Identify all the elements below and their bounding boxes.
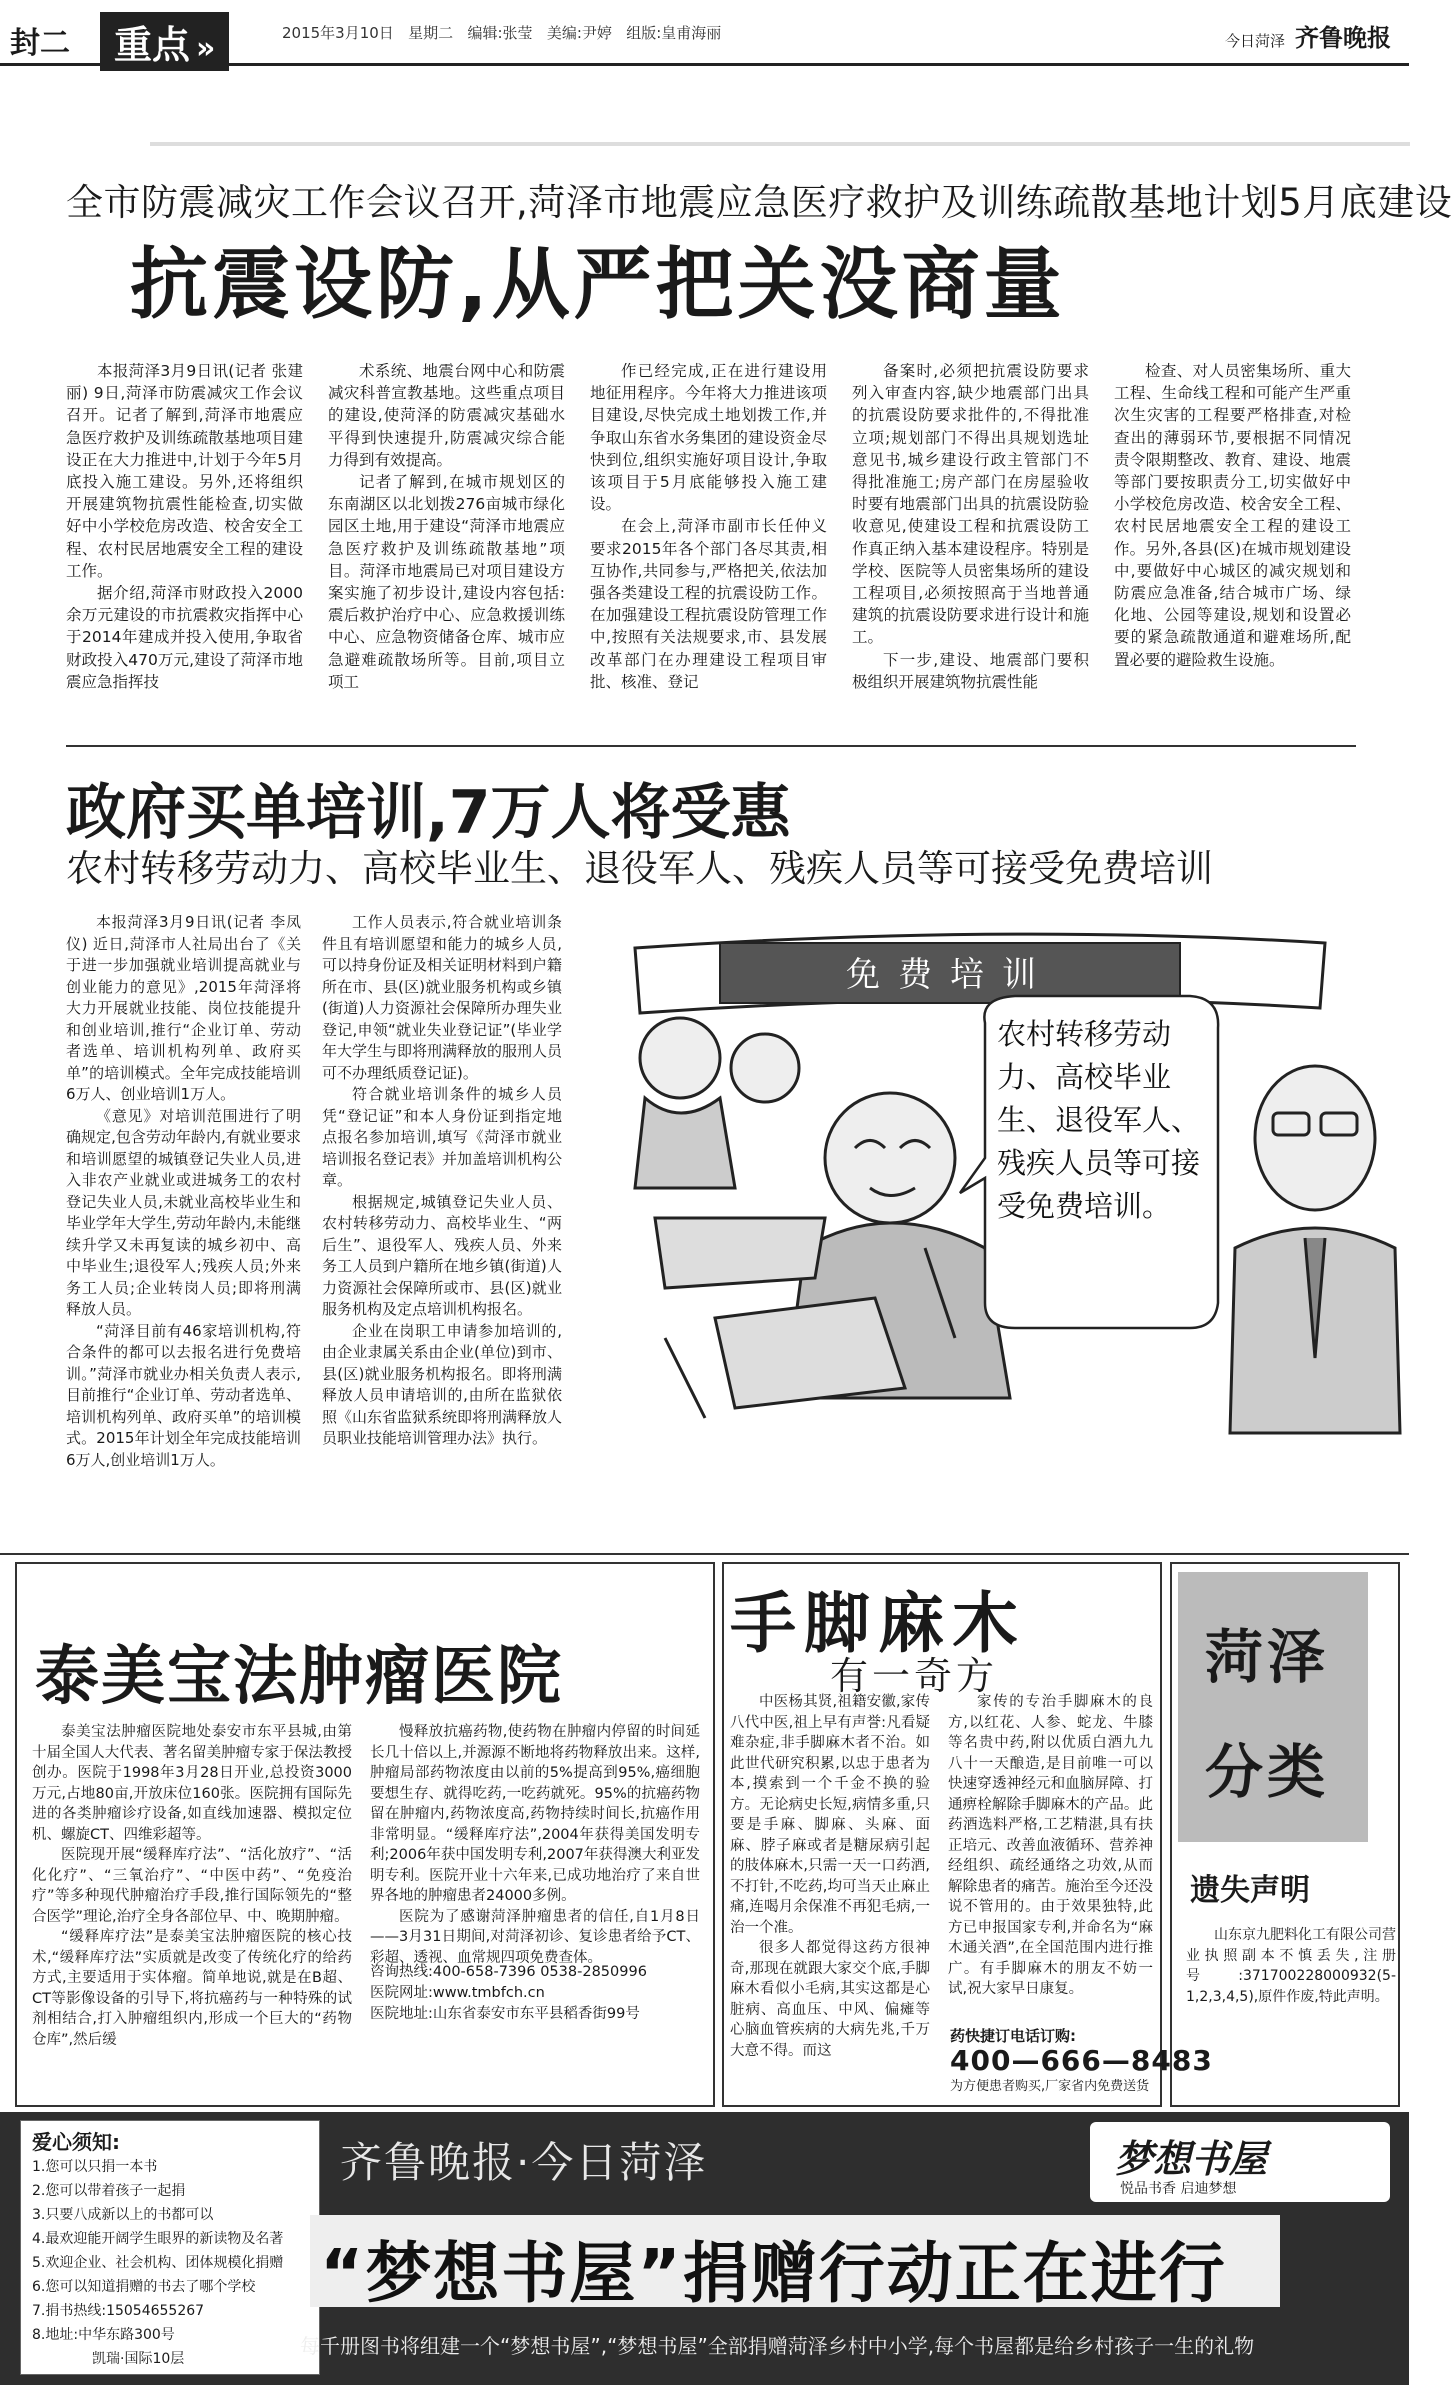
article2-col-1: 本报菏泽3月9日讯(记者 李凤仪) 近日,菏泽市人社局出台了《关于进一步加强就业培训提高就业与创业能力的意见》,2015年菏泽将大力开展就业技能、岗位技能提升和创业培训,推行“企业订单、劳动者选单、培训机构列单、政府买单”的培训模式。全年完成技能培训6万人、创业培训1万人。 《意见》对培训范围进行了明确规定,包含劳动年龄内,有就业要求和培训愿望的城镇登记失业人员,进入非农产业就业或进城务工的农村登记失业人员,未就业高校毕业生和毕业学年大学生,劳动年龄内,未能继续升学又未再复读的城乡初中、高中毕业生;退役军人;残疾人员;外来务工人员;企业转岗人员;即将刑满释放人员。 “菏泽目前有46家培训机构,符合条件的都可以去报名进行免费培训。”菏泽市就业办相关负责人表示,目前推行“企业订单、劳动者选单、培训机构列单、政府买单”的培训模式。2015年计划全年完成技能培训6万人,创业培训1万人。 [66,913,301,1469]
divider [0,1553,1409,1555]
hospital-address: 医院地址:山东省泰安市东平县稻香街99号 [370,2006,640,2022]
banner-line-3: 每千册图书将组建一个“梦想书屋”,“梦想书屋”全部捐赠菏泽乡村中小学,每个书屋都是给乡村孩子一生的礼物 [300,2334,1255,2358]
medicine-ad-col-2: 家传的专治手脚麻木的良方,以红花、人参、蛇龙、牛膝等名贵中药,附以优质白酒九九八十一天酿造,是目前唯一可以快速穿透神经元和血脑屏障、打通痹栓解除手脚麻木的产品。此药酒选料严格,工艺精湛,具有扶正培元、改善血液循环、营养神经组织、疏经通络之功效,从而解除患者的痛苦。施治至今还没说不管用的。由于效果独特,此方已申报国家专利,并命名为“麻木通关酒”,在全国范围内进行推广。有手脚麻木的朋友不妨一试,祝大家早日康复。 [948,1694,1153,1997]
section-label: 重点 [114,23,191,67]
classified-title-2: 分类 [1205,1738,1330,1806]
brand [1225,18,1391,53]
article1-col-3: 作已经完成,正在进行建设用地征用程序。今年将大力推进该项目建设,尽快完成土地划拨工作,并争取山东省水务集团的建设资金尽快到位,组织实施好项目设计,争取该项目于5月底能够投入施工建设。 在会上,菏泽市副市长任仲义要求2015年各个部门各尽其责,相互协作,共同参与,严格把关,依法加强各类建设工程的抗震设防工作。在加强建设工程抗震设防管理工作中,按照有关法规要求,市、县发展改革部门在办理建设工程项目审批、核准、登记 [590,362,827,691]
notice-item: 4.最欢迎能开阔学生眼界的新读物及名著 [32,2231,284,2247]
article1-title: 抗震设防,从严把关没商量 [130,240,1066,330]
lost-notice-text: 山东京九肥料化工有限公司营业执照副本不慎丢失,注册号:371700228000932(5-1,2,3,4,5),原件作废,特此声明。 [1186,1927,1396,2005]
article1-col-1: 本报菏泽3月9日讯(记者 张建丽) 9日,菏泽市防震减灾工作会议召开。记者了解到,菏泽市地震应急医疗救护及训练疏散基地项目建设正在大力推进中,计划于今年5月底投入施工建设。另外,还将组织开展建筑物抗震性能检查,切实做好中小学校危房改造、校舍安全工程、农村民居地震安全工程的建设工作。 据介绍,菏泽市财政投入2000余万元建设的市抗震救灾指挥中心于2014年建成并投入使用,争取省财政投入470万元,建设了菏泽市地震应急指挥技 [66,362,303,691]
speech-bubble [960,996,1218,1328]
hospital-contact [370,1962,647,2025]
date: 2015年3月10日 [282,24,394,42]
brand-logo: 齐鲁晚报 [1295,24,1391,52]
article1-subtitle: 全市防震减灾工作会议召开,菏泽市地震应急医疗救护及训练疏散基地计划5月底建设 [66,181,1452,224]
page-number: 封二 [10,26,70,61]
banner-line-2: “梦想书屋”捐赠行动正在进行 [320,2235,1227,2312]
medicine-ad-subtitle: 有一奇方 [830,1654,999,1698]
article1-col-5: 检查、对人员密集场所、重大工程、生命线工程和可能产生严重次生灾害的工程要严格排查,对检查出的薄弱环节,要根据不同情况责令限期整改、教育、建设、地震等部门要按职责分工,切实做好中小学校危房改造、校舍安全工程、农村民居地震安全工程的建设工作。另外,各县(区)在城市规划建设中,要做好中心城区的减灾规划和防震应急准备,结合城市广场、绿化地、公园等建设,规划和设置必要的紧急疏散通道和避难场所,配置必要的避险救生设施。 [1114,362,1351,669]
page-meta [282,22,721,43]
editor: 编辑:张莹 [467,24,533,42]
weekday: 星期二 [408,24,454,42]
medicine-ad-title: 手脚麻木 [730,1585,1026,1662]
lost-notice-heading: 遗失声明 [1190,1873,1310,1908]
notice-item: 3.只要八成新以上的书都可以 [32,2207,214,2223]
banner-text: 免费培训 [846,955,1054,995]
article1-col-2: 术系统、地震台网中心和防震减灾科普宣教基地。这些重点项目的建设,使菏泽的防震减灾基础水平得到快速提升,防震减灾综合能力得到有效提高。 记者了解到,在城市规划区的东南湖区以北划拨276亩城市绿化园区土地,用于建设“菏泽市地震应急医疗救护及训练疏散基地”项目。菏泽市地震局已对项目建设方案实施了初步设计,建设内容包括:震后救护治疗中心、应急救援训练中心、应急物资储备仓库、城市应急避难疏散场所等。目前,项目立项工 [328,362,565,691]
official-figure [1230,1066,1400,1433]
logo-text: 梦想书屋 [1115,2137,1268,2181]
article2-col-2: 工作人员表示,符合就业培训条件且有培训愿望和能力的城乡人员,可以持身份证及相关证明材料到户籍所在市、县(区)就业服务机构或乡镇(街道)人力资源社会保障所办理失业登记,申领“就业失业登记证”(毕业学年大学生与即将刑满释放的服刑人员可不办理纸质登记证)。 符合就业培训条件的城乡人员凭“登记证”和本人身份证到指定地点报名参加培训,填写《菏泽市就业培训报名登记表》并加盖培训机构公章。 根据规定,城镇登记失业人员、农村转移劳动力、高校毕业生、“两后生”、退役军人、残疾人员、外来务工人员到户籍所在地乡镇(街道)人力资源社会保障所或市、县(区)就业服务机构及定点培训机构报名。 企业在岗职工申请参加培训的,由企业隶属关系由企业(单位)到市、县(区)就业服务机构报名。即将刑满释放人员申请培训的,由所在监狱依照《山东省监狱系统即将刑满释放人员职业技能培训管理办法》执行。 [322,913,563,1447]
hospital-ad-col-1: 泰美宝法肿瘤医院地处泰安市东平县城,由第十届全国人大代表、著名留美肿瘤专家于保法教授创办。医院于1998年3月28日开业,总投资3000万元,占地80亩,开放床位160张。医院拥有国际先进的各类肿瘤诊疗设备,如直线加速器、模拟定位机、螺旋CT、四维彩超等。 医院现开展“缓释库疗法”、“活化放疗”、“活化化疗”、“三氧治疗”、“中医中药”、“免疫治疗”等多种现代肿瘤治疗手段,推行国际领先的“整合医学”理论,治疗全身各部位早、中、晚期肿瘤。 “缓释库疗法”是泰美宝法肿瘤医院的核心技术,“缓释库疗法”实质就是改变了传统化疗的给药方式,主要适用于实体瘤。简单地说,就是在B超、CT等影像设备的引导下,将抗癌药与一种特殊的试剂相结合,打入肿瘤组织内,形成一个巨大的“药物仓库”,然后缓 [32,1724,352,2048]
notice-item: 凯瑞·国际10层 [92,2351,185,2367]
delivery-note: 为方便患者购买,厂家省内免费送货 [950,2079,1150,2094]
worker-figures [635,1018,1010,1418]
speech-text: 农村转移劳动力、高校毕业生、退役军人、残疾人员等可接受免费培训。 [997,1017,1201,1223]
notice-item: 7.捐书热线:15054655267 [32,2303,205,2319]
decorative-rule [150,142,1410,146]
notice-item: 8.地址:中华东路300号 [32,2327,175,2343]
article2-title: 政府买单培训,7万人将受惠 [66,778,791,848]
article2-subtitle: 农村转移劳动力、高校毕业生、退役军人、残疾人员等可接受免费培训 [66,847,1213,890]
logo-slogan: 悦品书香 启迪梦想 [1120,2181,1237,2197]
classified-title-1: 菏泽 [1205,1623,1330,1691]
divider [66,745,1356,747]
hotline-number: 400—666—8483 [950,2044,1213,2077]
notice-item: 2.您可以带着孩子一起捐 [32,2183,186,2199]
hospital-ad-title: 泰美宝法肿瘤医院 [35,1640,563,1714]
banner-sign [635,934,1325,1013]
hospital-ad-col-2: 慢释放抗癌药物,使药物在肿瘤内停留的时间延长几十倍以上,并源源不断地将药物释放出来。这样,肿瘤局部药物浓度由以前的5%提高到95%,癌细胞要想生存、就得吃药,一吃药就死。95%的抗癌药物留在肿瘤内,药物浓度高,药物持续时间长,抗癌作用非常明显。“缓释库疗法”,2004年获得美国发明专利;2006年获中国发明专利,2007年获得澳大利亚发明专利。医院开业十六年来,已成功地治疗了来自世界各地的肿瘤患者24000多例。 医院为了感谢菏泽肿瘤患者的信任,自1月8日——3月31日期间,对菏泽初诊、复诊患者给予CT、彩超、透视、血常规四项免费查体。 [370,1724,700,1966]
proof: 组版:皇甫海丽 [626,24,722,42]
notice-item: 6.您可以知道捐赠的书去了哪个学校 [32,2279,256,2295]
training-illustration [625,918,1400,1433]
hospital-website: 医院网址:www.tmbfch.cn [370,1985,545,2001]
section-tag [100,12,229,71]
region-label: 今日菏泽 [1224,32,1285,50]
article1-col-4: 备案时,必须把抗震设防要求列入审查内容,缺少地震部门出具的抗震设防要求批件的,不得批准立项;规划部门不得出具规划选址意见书,城乡建设行政主管部门不得批准施工;房产部门在房屋验收时要有地震部门出具的抗震设防验收意见,使建设工程和抗震设防工作真正纳入基本建设程序。特别是学校、医院等人员密集场所的建设工程项目,必须按照高于当地普通建筑的抗震设防要求进行设计和施工。 下一步,建设、地震部门要积极组织开展建筑物抗震性能 [852,362,1089,691]
banner-line-1: 齐鲁晚报·今日菏泽 [340,2138,708,2187]
notice-item: 5.欢迎企业、社会机构、团体规模化捐赠 [32,2255,284,2271]
hotline-label: 药快捷订电话订购: [950,2027,1076,2045]
notice-item: 1.您可以只捐一本书 [32,2159,158,2175]
hospital-phone: 咨询热线:400-658-7396 0538-2850996 [370,1964,647,1980]
notice-title: 爱心须知: [32,2130,120,2154]
medicine-ad-col-1: 中医杨其贤,祖籍安徽,家传八代中医,祖上早有声誉:凡看疑难杂症,非手脚麻木者不治。如此世代研究积累,以忠于患者为本,摸索到一个千金不换的验方。无论病史长短,病情多重,只要是手麻、脚麻、头麻、面麻、脖子麻或者是糖尿病引起的肢体麻木,只需一天一口药酒,不打针,不吃药,均可当天止麻止痛,连喝月余保准不再犯毛病,一治一个准。 很多人都觉得这药方很神奇,那现在就跟大家交个底,手脚麻木看似小毛病,其实这都是心脏病、高血压、中风、偏瘫等心脑血管疾病的大病先兆,千万大意不得。而这 [730,1694,930,2059]
designer: 美编:尹婷 [546,24,612,42]
double-arrow-icon: » [196,31,216,66]
